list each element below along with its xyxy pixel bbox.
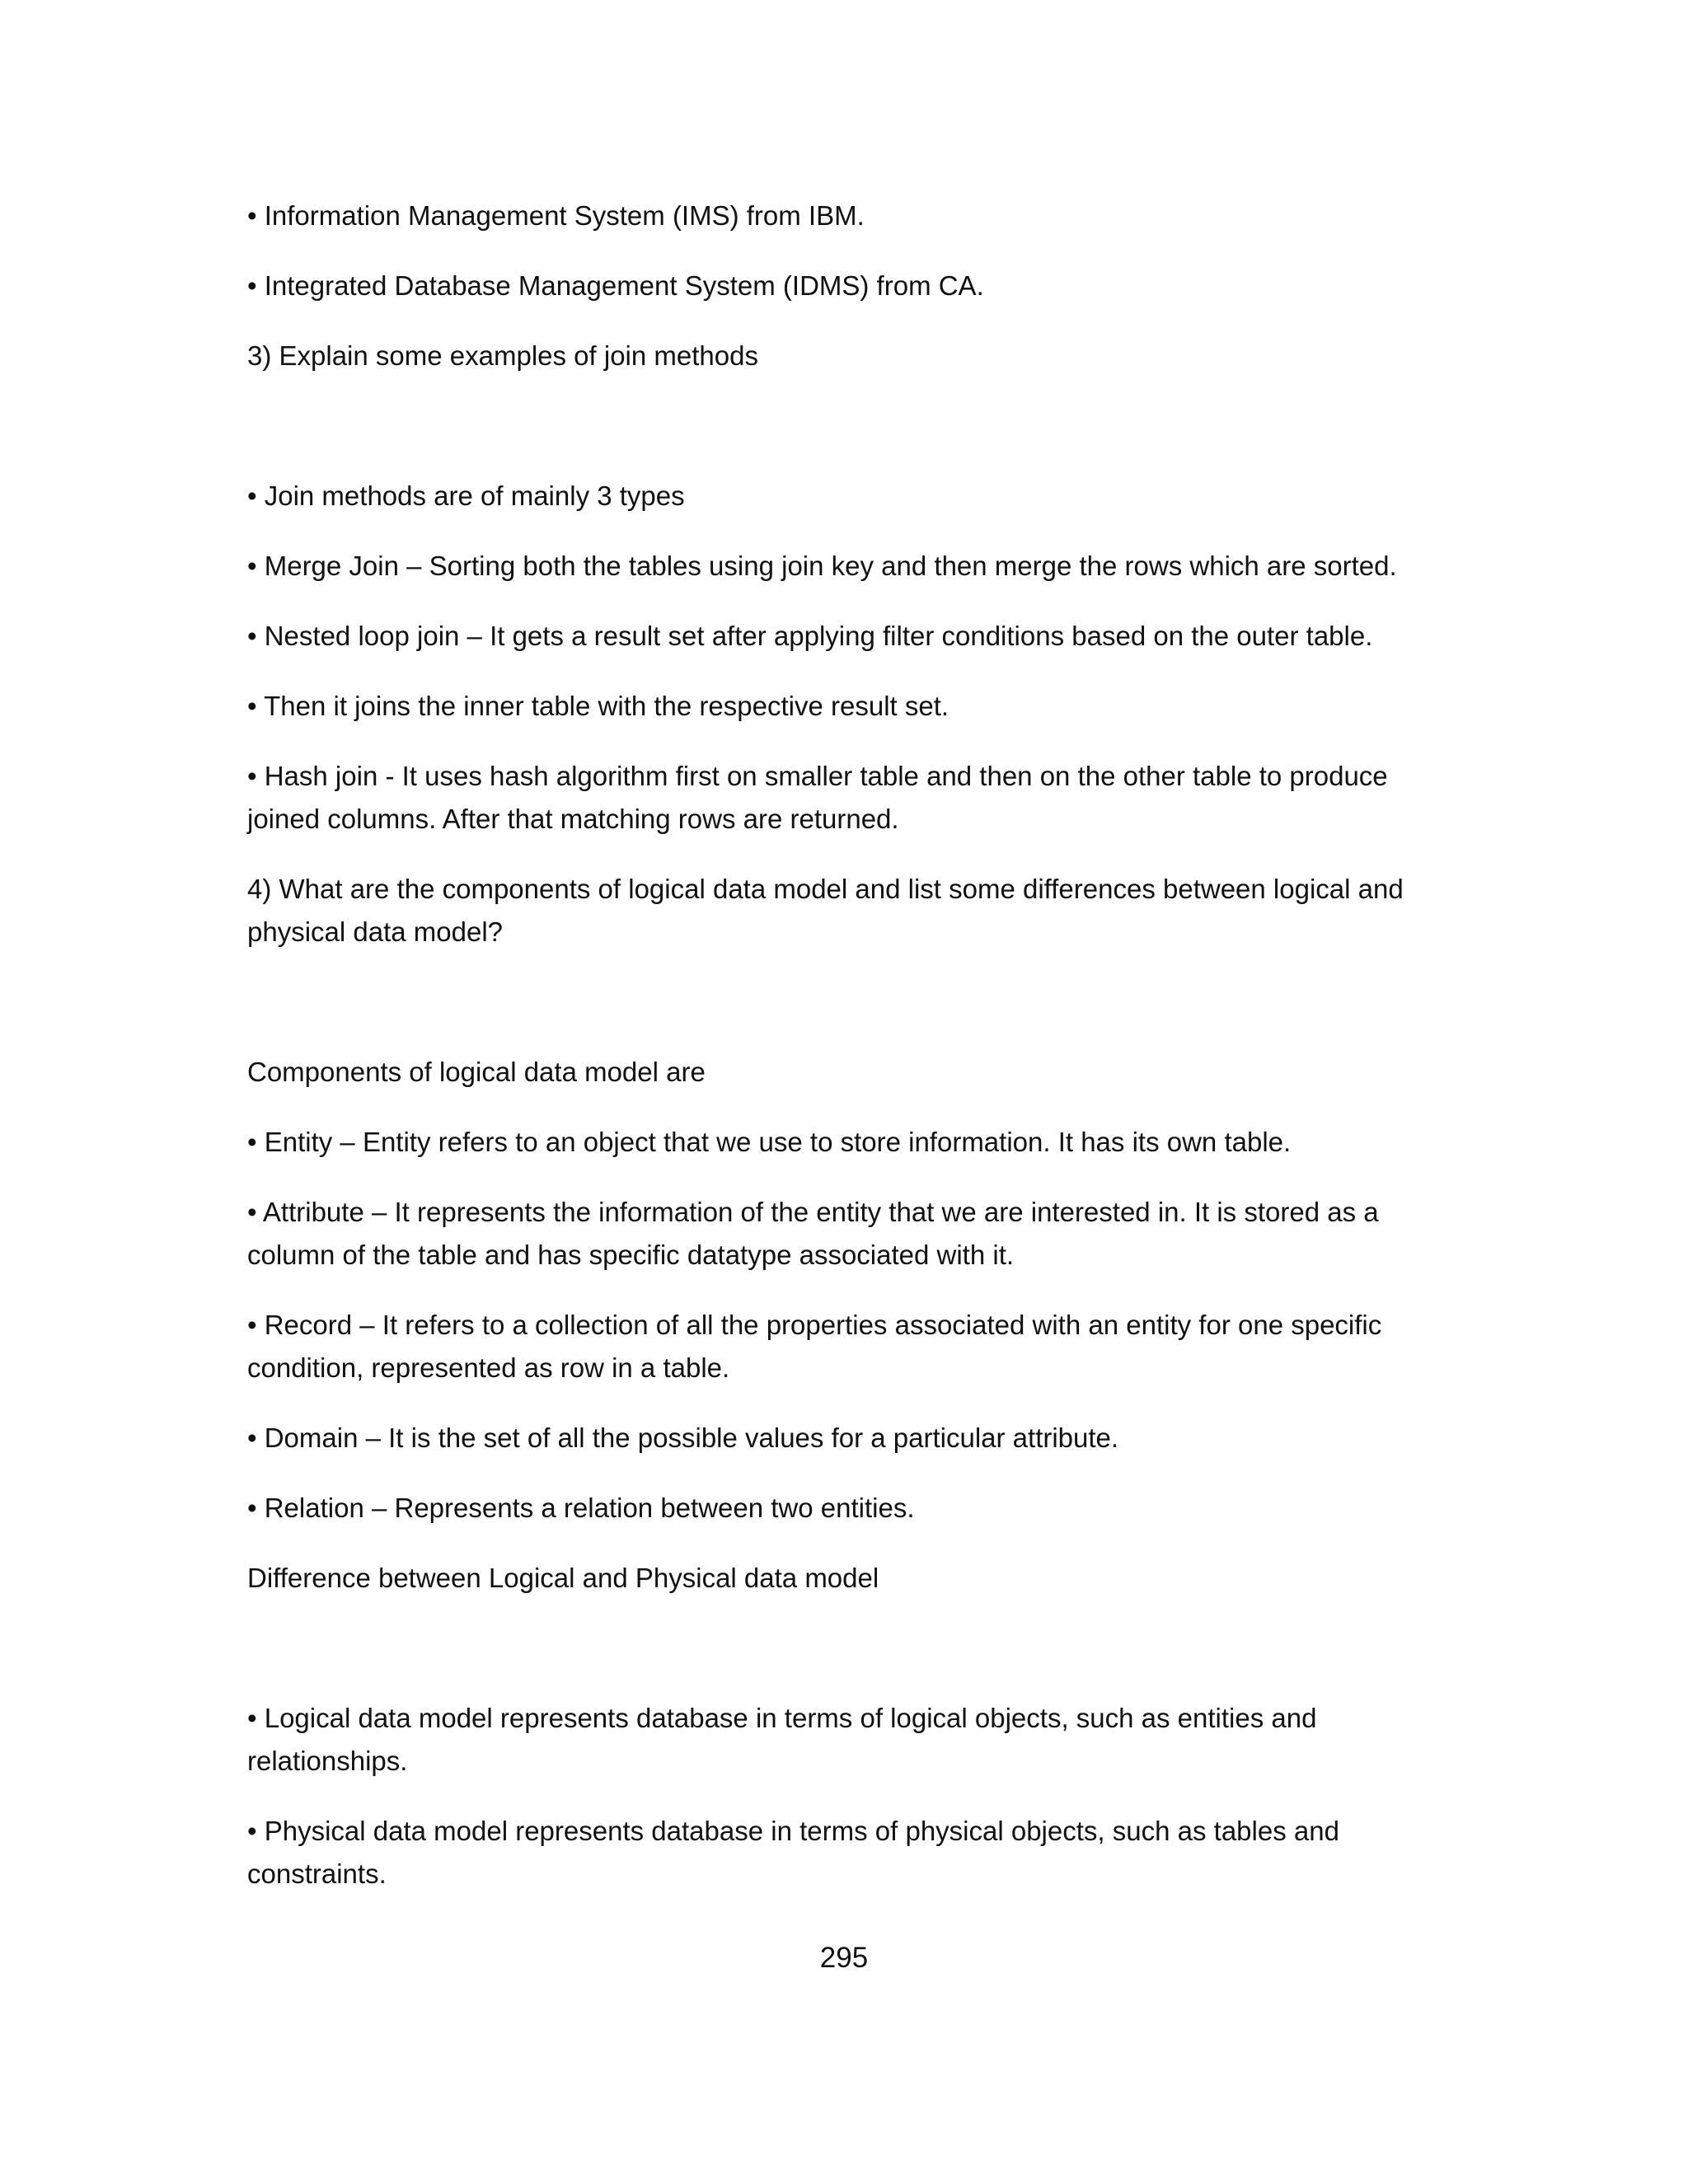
bullet-merge-join: • Merge Join – Sorting both the tables using join key and then merge the rows which are sorted. xyxy=(247,551,1397,581)
question-3-heading: 3) Explain some examples of join methods xyxy=(247,340,758,371)
bullet-entity: • Entity – Entity refers to an object that we use to store information. It has its own table. xyxy=(247,1127,1292,1157)
bullet-hash-join: • Hash join - It uses hash algorithm first on smaller table and then on the other table to produce joined columns. After that matching rows are returned. xyxy=(247,761,1388,834)
bullet-record: • Record – It refers to a collection of all the properties associated with an entity for one specific condition, represented as row in a table. xyxy=(247,1310,1382,1383)
bullet-inner-table: • Then it joins the inner table with the respective result set. xyxy=(247,691,950,721)
bullet-attribute: • Attribute – It represents the information of the entity that we are interested in. It is stored as a column of the table and has specific datatype associated with it. xyxy=(247,1197,1379,1270)
bullet-relation: • Relation – Represents a relation between two entities. xyxy=(247,1493,915,1523)
bullet-ims: • Information Management System (IMS) from IBM. xyxy=(247,200,865,231)
bullet-join-types: • Join methods are of mainly 3 types xyxy=(247,480,685,511)
bullet-domain: • Domain – It is the set of all the possible values for a particular attribute. xyxy=(247,1422,1119,1453)
page-body xyxy=(247,194,1459,1923)
bullet-idms: • Integrated Database Management System (IDMS) from CA. xyxy=(247,270,984,301)
bullet-logical-model: • Logical data model represents database in terms of logical objects, such as entities and relationships. xyxy=(247,1703,1317,1776)
components-intro: Components of logical data model are xyxy=(247,1057,706,1087)
bullet-nested-loop-join: • Nested loop join – It gets a result set after applying filter conditions based on the outer table. xyxy=(247,621,1373,651)
bullet-physical-model: • Physical data model represents database in terms of physical objects, such as tables and constraints. xyxy=(247,1816,1339,1889)
difference-heading: Difference between Logical and Physical data model xyxy=(247,1563,879,1593)
page-number: 295 xyxy=(819,1942,869,1974)
question-4-heading: 4) What are the components of logical data model and list some differences between logical and physical data model? xyxy=(247,874,1404,947)
